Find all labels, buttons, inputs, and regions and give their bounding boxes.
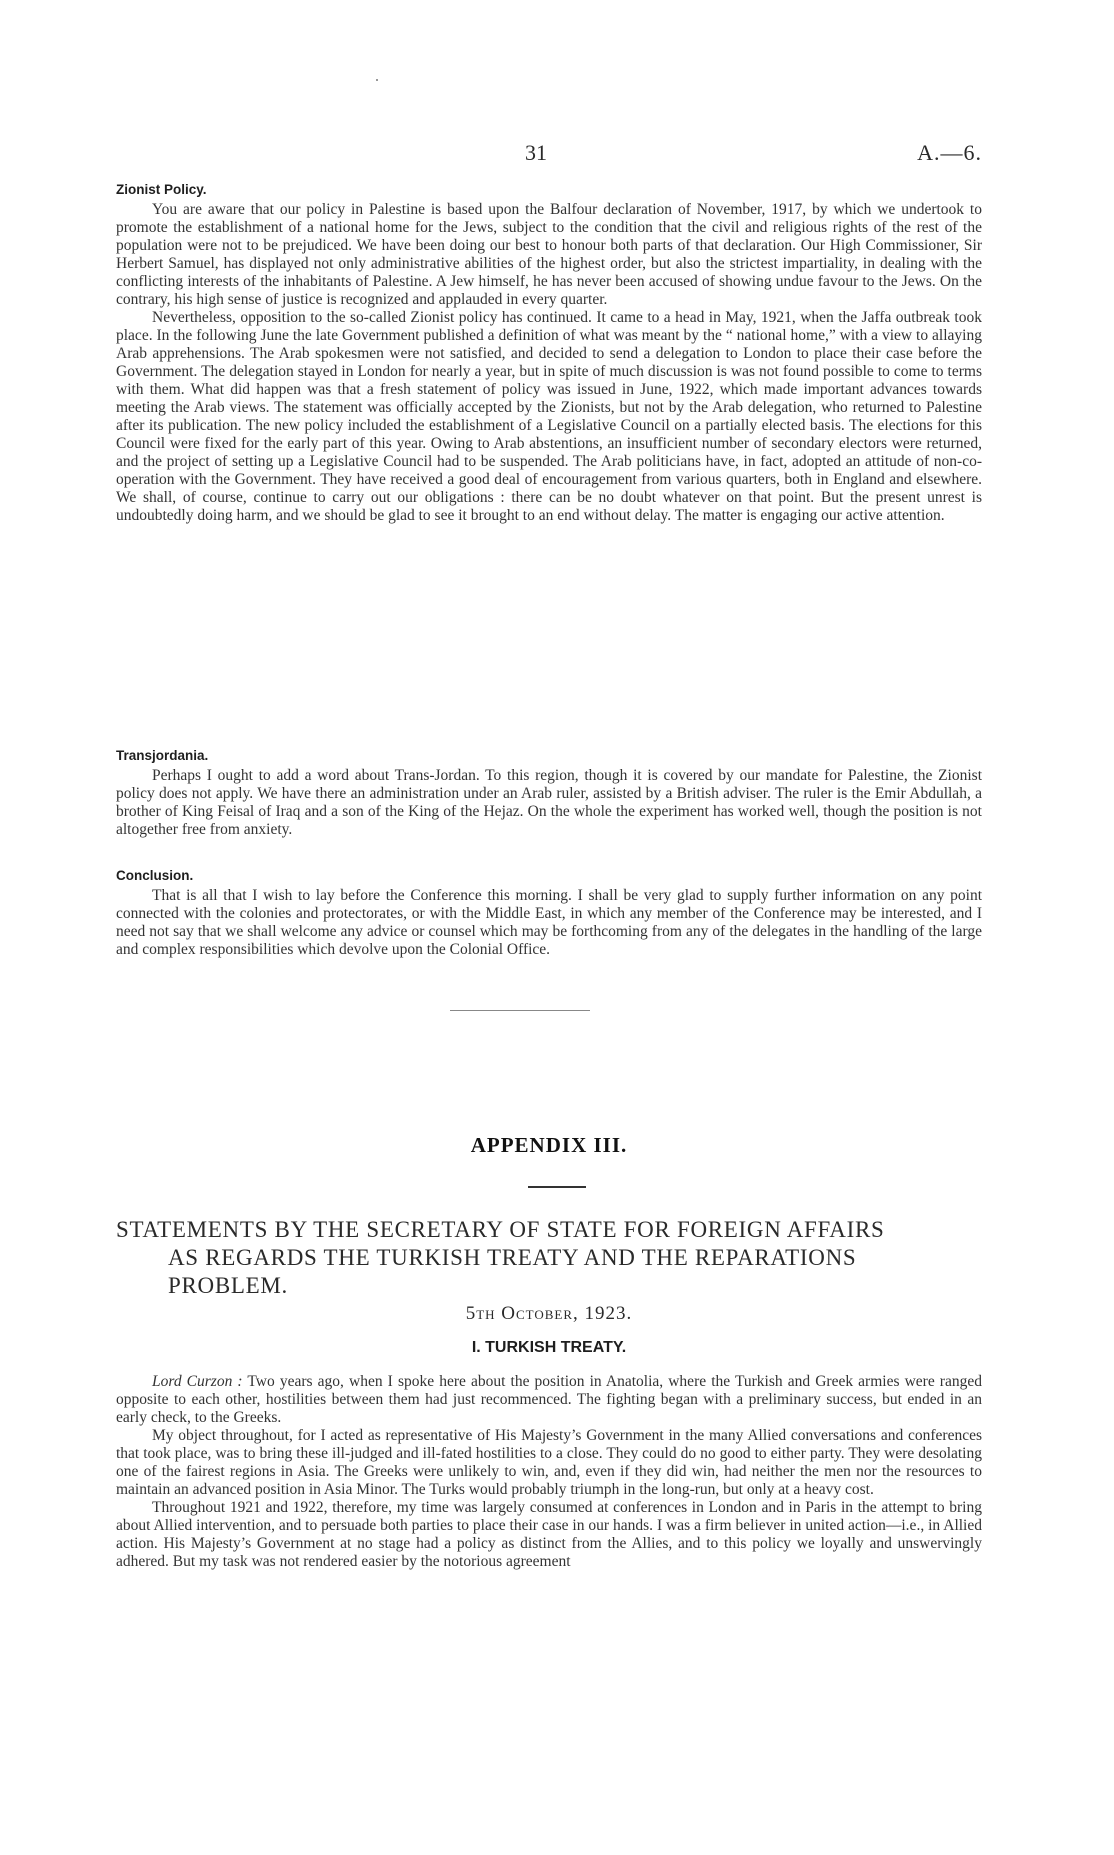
section-divider bbox=[450, 1010, 590, 1011]
conclusion-section bbox=[116, 868, 982, 959]
paragraph-text: Two years ago, when I spoke here about the position in Anatolia, where the Turkish and Greek armies were ranged opposite to each other, hostilities between them had just recommenced. The fighting began with a preliminary success, but ended in an early check, to the Greeks. bbox=[116, 1373, 982, 1426]
page-header bbox=[116, 140, 982, 172]
turkish-treaty-heading: I. TURKISH TREATY. bbox=[471, 1339, 627, 1356]
statement-title bbox=[116, 1216, 982, 1300]
zionist-policy-section bbox=[116, 182, 982, 525]
statement-title-line: AS REGARDS THE TURKISH TREATY AND THE REPARATIONS bbox=[168, 1245, 857, 1270]
turkish-treaty-section bbox=[116, 1373, 982, 1571]
page-number: 31 bbox=[525, 140, 547, 165]
section-heading-zionist: Zionist Policy. bbox=[116, 182, 207, 197]
appendix-title: APPENDIX III. bbox=[470, 1133, 628, 1157]
paragraph: Nevertheless, opposition to the so-called Zionist policy has continued. It came to a head in May, 1921, when the Jaffa outbreak took place. In the following June the late Government published a definition of what was meant by the “ national home,” with a view to allaying Arab apprehensions. The Arab spokesmen were not satisfied, and decided to send a delegation to London to place their case before the Government. The delegation stayed in London for nearly a year, but in spite of much discussion is was not found possible to come to terms with them. What did happen was that a fresh statement of policy was issued in June, 1922, which made important advances towards meeting the Arab views. The statement was officially accepted by the Zionists, but not by the Arab delegation, who returned to Palestine after its publication. The new policy included the establishment of a Legislative Council on a partially elected basis. The elections for this Council were fixed for the early part of this year. Owing to Arab abstentions, an insufficient number of secondary electors were returned, and the project of setting up a Legislative Council had to be suspended. The Arab politicians have, in fact, adopted an attitude of non-co-operation with the Government. They have received a good deal of encouragement from various quarters, both in England and elsewhere. We shall, of course, continue to carry out our obligations : there can be no doubt whatever on that point. But the present unrest is undoubtedly doing harm, and we should be glad to see it brought to an end without delay. The matter is engaging our active attention. bbox=[116, 309, 982, 524]
statement-title-line: STATEMENTS BY THE SECRETARY OF STATE FOR FOREIGN AFFAIRS bbox=[116, 1217, 885, 1242]
paragraph: Perhaps I ought to add a word about Trans-Jordan. To this region, though it is covered by our mandate for Palestine, the Zionist policy does not apply. We have there an administration under an Arab ruler, assisted by a British adviser. The ruler is the Emir Abdullah, a brother of King Feisal of Iraq and a son of the King of the Hejaz. On the whole the experiment has worked well, though the position is not altogether free from anxiety. bbox=[116, 767, 982, 838]
paragraph: That is all that I wish to lay before the Conference this morning. I shall be very glad to supply further information on any point connected with the colonies and protectorates, or with the Middle East, in which any member of the Conference may be interested, and I need not say that we shall welcome any advice or counsel which may be forthcoming from any of the delegates in the handling of the large and complex responsibilities which devolve upon the Colonial Office. bbox=[116, 887, 982, 958]
paragraph: My object throughout, for I acted as representative of His Majesty’s Government in the many Allied conversations and conferences that took place, was to bring these ill-judged and ill-fated hostilities to a close. They could do no good to either party. They were desolating one of the fairest regions in Asia. The Greeks were unlikely to win, and, even if they did win, had neither the men nor the resources to maintain an advanced position in Asia Minor. The Turks would probably triumph in the long-run, but only at a heavy cost. bbox=[116, 1427, 982, 1498]
speaker-name: Lord Curzon : bbox=[152, 1373, 243, 1390]
document-reference: A.—6. bbox=[917, 140, 982, 165]
section-heading-transjordania: Transjordania. bbox=[116, 748, 209, 763]
paragraph: You are aware that our policy in Palestine is based upon the Balfour declaration of November, 1917, by which we undertook to promote the establishment of a national home for the Jews, subject to the condition that the civil and religious rights of the rest of the population were not to be prejudiced. We have been doing our best to honour both parts of that declaration. Our High Commissioner, Sir Herbert Samuel, has displayed not only administrative abilities of the highest order, but also the strictest impartiality, in dealing with the conflicting interests of the inhabitants of Palestine. A Jew himself, he has never been accused of showing undue favour to the Jews. On the contrary, his high sense of justice is recognized and applauded in every quarter. bbox=[116, 201, 982, 308]
section-heading-conclusion: Conclusion. bbox=[116, 868, 194, 883]
appendix-rule bbox=[528, 1186, 586, 1188]
transjordania-section bbox=[116, 748, 982, 839]
paragraph bbox=[116, 1373, 982, 1427]
statement-date: 5th October, 1923. bbox=[465, 1303, 633, 1324]
scan-speck bbox=[376, 79, 378, 81]
paragraph: Throughout 1921 and 1922, therefore, my time was largely consumed at conferences in London and in Paris in the attempt to bring about Allied intervention, and to persuade both parties to place their case in our hands. I was a firm believer in united action—i.e., in Allied action. His Majesty’s Government at no stage had a policy as distinct from the Allies, and to this policy we loyally and unswervingly adhered. But my task was not rendered easier by the notorious agreement bbox=[116, 1499, 982, 1570]
statement-title-line: PROBLEM. bbox=[168, 1273, 288, 1298]
